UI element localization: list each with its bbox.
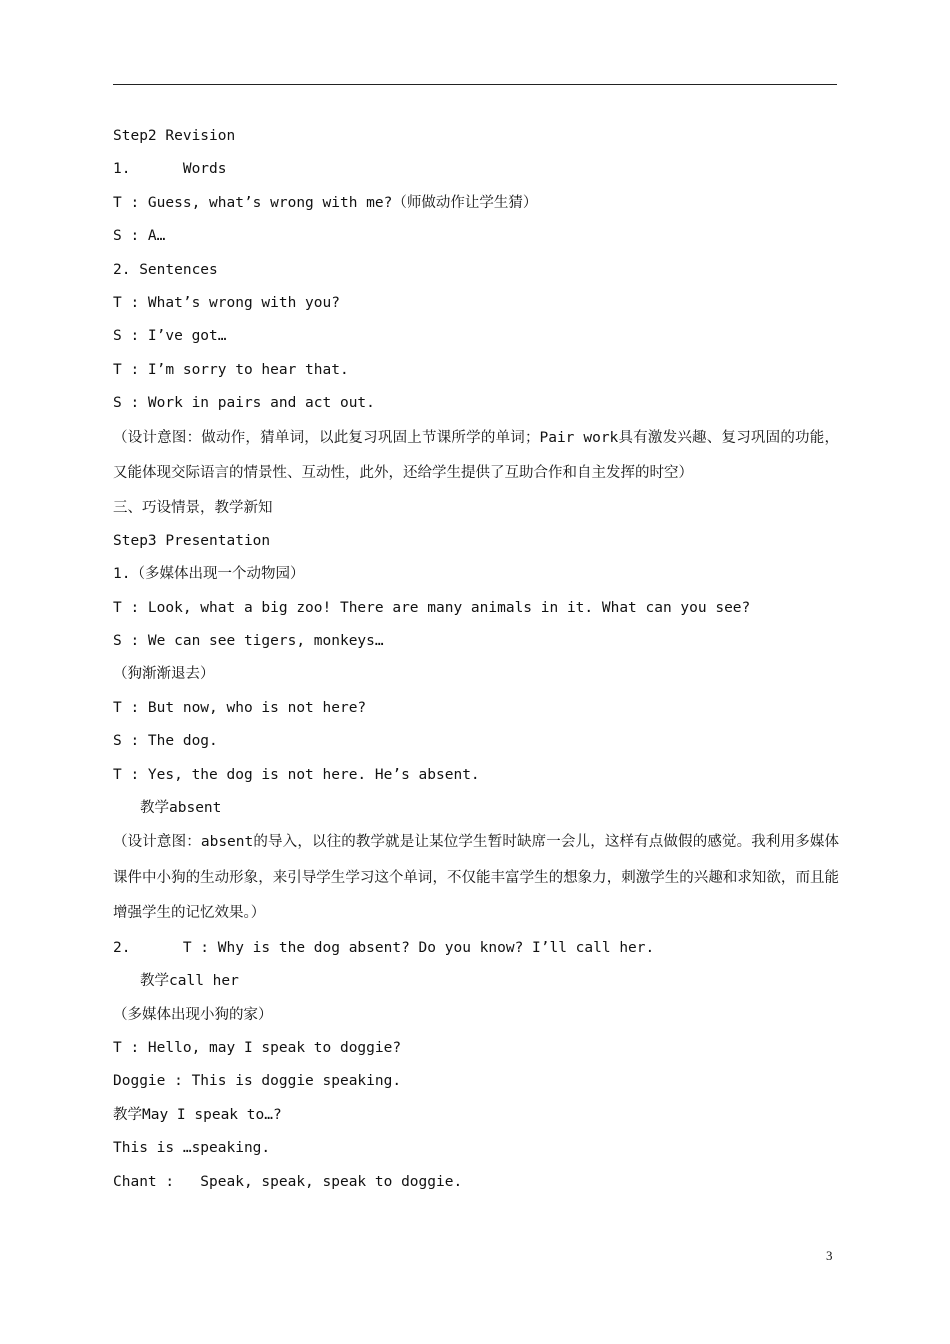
text-line: T : Look, what a big zoo! There are many animals in it. What can you see?: [113, 599, 751, 616]
text-line: Doggie : This is doggie speaking.: [113, 1073, 402, 1090]
design-intent-paragraph: （设计意图：做动作，猜单词，以此复习巩固上节课所学的单词；Pair work具有激发兴趣、复习巩固的功能，又能体现交际语言的情景性、互动性，此外，还给学生提供了互助合作和自主发挥的时空）: [113, 429, 839, 482]
text-line: This is …speaking.: [113, 1140, 271, 1157]
text-line: 教学absent: [140, 800, 222, 817]
text-line: T : But now, who is not here?: [113, 699, 367, 716]
design-intent-paragraph: （设计意图：absent的导入，以往的教学就是让某位学生暂时缺席一会儿，这样有点做假的感觉。我利用多媒体课件中小狗的生动形象，来引导学生学习这个单词，不仅能丰富学生的想象力，刺激学生的兴趣和求知欲，而且能增强学生的记忆效果。）: [113, 834, 839, 922]
text-line: （多媒体出现小狗的家）: [113, 1006, 273, 1023]
text-line: 2. Sentences: [113, 261, 218, 278]
text-line: 1.（多媒体出现一个动物园）: [113, 566, 305, 583]
text-line: T : I’m sorry to hear that.: [113, 361, 349, 378]
text-line: T : Hello, may I speak to doggie?: [113, 1040, 402, 1057]
text-line: 2. T : Why is the dog absent? Do you know? I’ll call her.: [113, 939, 655, 956]
text-line: S : We can see tigers, monkeys…: [113, 633, 384, 650]
header-rule: [113, 84, 837, 85]
chant-line: Chant : Speak, speak, speak to doggie.: [113, 1173, 463, 1190]
text-line: S : The dog.: [113, 733, 218, 750]
document-body: [113, 120, 839, 1199]
section-heading: 三、巧设情景，教学新知: [113, 499, 273, 516]
step2-heading: Step2 Revision: [113, 128, 236, 144]
text-line: 教学call her: [140, 973, 239, 990]
text-line: T : Yes, the dog is not here. He’s absent.: [113, 766, 480, 783]
text-line: S : I’ve got…: [113, 328, 227, 345]
text-line: T : What’s wrong with you?: [113, 294, 340, 311]
text-line: S : A…: [113, 228, 166, 245]
text-line: S : Work in pairs and act out.: [113, 395, 375, 412]
text-line: T : Guess, what’s wrong with me?（师做动作让学生猜）: [113, 194, 538, 211]
text-line: 教学May I speak to…?: [113, 1106, 282, 1123]
page-number: 3: [826, 1248, 833, 1263]
step3-heading: Step3 Presentation: [113, 532, 271, 549]
text-line: （狗渐渐退去）: [113, 666, 215, 683]
text-line: 1. Words: [113, 161, 227, 178]
